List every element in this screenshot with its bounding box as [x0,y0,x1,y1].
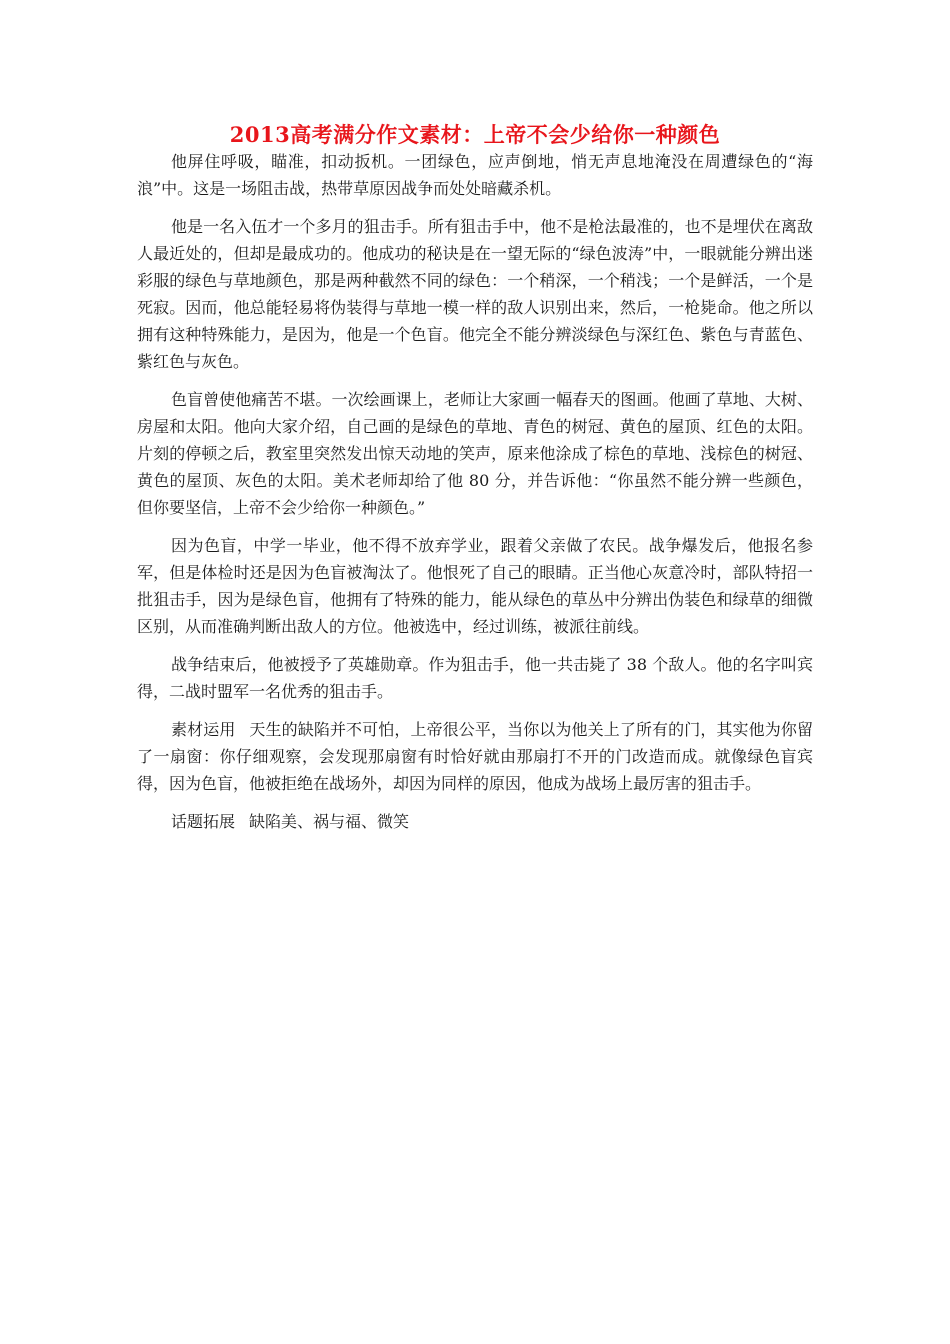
topic-extension-text: 缺陷美、祸与福、微笑 [249,812,410,831]
material-use-label: 素材运用 [171,720,236,739]
paragraph-4: 因为色盲，中学一毕业，他不得不放弃学业，跟着父亲做了农民。战争爆发后，他报名参军，但是体检时还是因为色盲被淘汰了。他恨死了自己的眼睛。正当他心灰意冷时，部队特招一批狙击手，因为是绿色盲，他拥有了特殊的能力，能从绿色的草丛中分辨出伪装色和绿草的细微区别，从而准确判断出敌人的方位。他被选中，经过训练，被派往前线。 [137,536,813,636]
paragraph-1: 他屏住呼吸，瞄准，扣动扳机。一团绿色，应声倒地，悄无声息地淹没在周遭绿色的“海浪”中。这是一场阻击战，热带草原因战争而处处暗藏杀机。 [137,152,813,198]
paragraph-3: 色盲曾使他痛苦不堪。一次绘画课上，老师让大家画一幅春天的图画。他画了草地、大树、房屋和太阳。他向大家介绍，自己画的是绿色的草地、青色的树冠、黄色的屋顶、红色的太阳。片刻的停顿之后，教室里突然发出惊天动地的笑声，原来他涂成了棕色的草地、浅棕色的树冠、黄色的屋顶、灰色的太阳。美术老师却给了他 80 分，并告诉他：“你虽然不能分辨一些颜色，但你要坚信，上帝不会少给你一种颜色。” [137,390,813,517]
topic-extension-label: 话题拓展 [171,812,236,831]
material-use-paragraph [137,716,813,797]
document-body [137,148,813,846]
paragraph-5: 战争结束后，他被授予了英雄勋章。作为狙击手，他一共击毙了 38 个敌人。他的名字叫宾得，二战时盟军一名优秀的狙击手。 [137,655,813,701]
document-title: 2013高考满分作文素材：上帝不会少给你一种颜色 [229,122,721,147]
topic-extension-paragraph [137,808,813,835]
paragraph-2: 他是一名入伍才一个多月的狙击手。所有狙击手中，他不是枪法最准的，也不是埋伏在离敌人最近处的，但却是最成功的。他成功的秘诀是在一望无际的“绿色波涛”中，一眼就能分辨出迷彩服的绿色与草地颜色，那是两种截然不同的绿色：一个稍深，一个稍浅；一个是鲜活，一个是死寂。因而，他总能轻易将伪装得与草地一模一样的敌人识别出来，然后，一枪毙命。他之所以拥有这种特殊能力，是因为，他是一个色盲。他完全不能分辨淡绿色与深红色、紫色与青蓝色、紫红色与灰色。 [137,217,813,371]
material-use-text: 天生的缺陷并不可怕，上帝很公平，当你以为他关上了所有的门，其实他为你留了一扇窗：你仔细观察，会发现那扇窗有时恰好就由那扇打不开的门改造而成。就像绿色盲宾得，因为色盲，他被拒绝在战场外，却因为同样的原因，他成为战场上最厉害的狙击手。 [137,720,813,793]
